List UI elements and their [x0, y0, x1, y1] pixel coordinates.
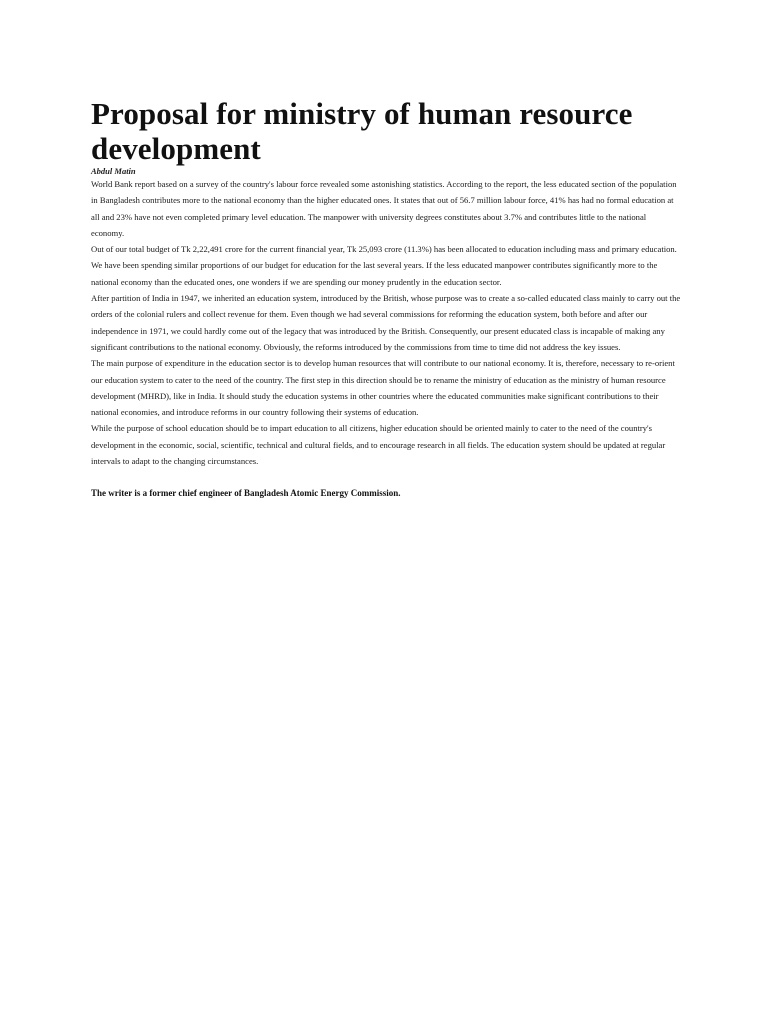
article-author: Abdul Matin — [91, 166, 136, 176]
article — [91, 96, 681, 500]
author-bio: The writer is a former chief engineer of Bangladesh Atomic Energy Commission. — [91, 488, 401, 499]
article-title: Proposal for ministry of human resource development — [91, 96, 633, 166]
paragraph: World Bank report based on a survey of the country's labour force revealed some astonishing statistics. According to the report, the less educated section of the population in Bangladesh contributes more to the national economy than the higher educated ones. It states that out of 56.7 million labour force, 41% has had no formal education at all and 23% have not even completed primary level education. The manpower with university degrees constitutes about 3.7% and contributes little to the national economy. — [91, 179, 677, 238]
paragraph: The main purpose of expenditure in the education sector is to develop human resources that will contribute to our national economy. It is, therefore, necessary to re-orient our education system to cater to the need of the country. The first step in this direction should be to rename the ministry of education as the ministry of human resource development (MHRD), like in India. It should study the education systems in other countries where the educated communities make significant contributions to their national economies, and introduce reforms in our country following their systems of education. — [91, 358, 675, 418]
paragraph: Out of our total budget of Tk 2,22,491 crore for the current financial year, Tk 25,093 crore (11.3%) has been allocated to education including mass and primary education. We have been spending similar proportions of our budget for education for the last several years. If the less educated manpower contributes significantly more to the national economy than the educated ones, one wonders if we are spending our money prudently in the education sector. — [91, 244, 677, 287]
paragraph: After partition of India in 1947, we inherited an education system, introduced by the British, whose purpose was to create a so-called educated class mainly to carry out the orders of the colonial rulers and collect revenue for them. Even though we had several commissions for reforming the education system, both before and after our independence in 1971, we could hardly come out of the legacy that was introduced by the British. Consequently, our present educated class is incapable of making any significant contributions to the national economy. Obviously, the reforms introduced by the commissions from time to time did not address the key issues. — [91, 293, 681, 352]
paragraph: While the purpose of school education should be to impart education to all citizens, higher education should be oriented mainly to cater to the need of the country's development in the economic, social, scientific, technical and cultural fields, and to encourage research in all fields. The education system should be updated at regular intervals to adapt to the changing circumstances. — [91, 423, 666, 467]
